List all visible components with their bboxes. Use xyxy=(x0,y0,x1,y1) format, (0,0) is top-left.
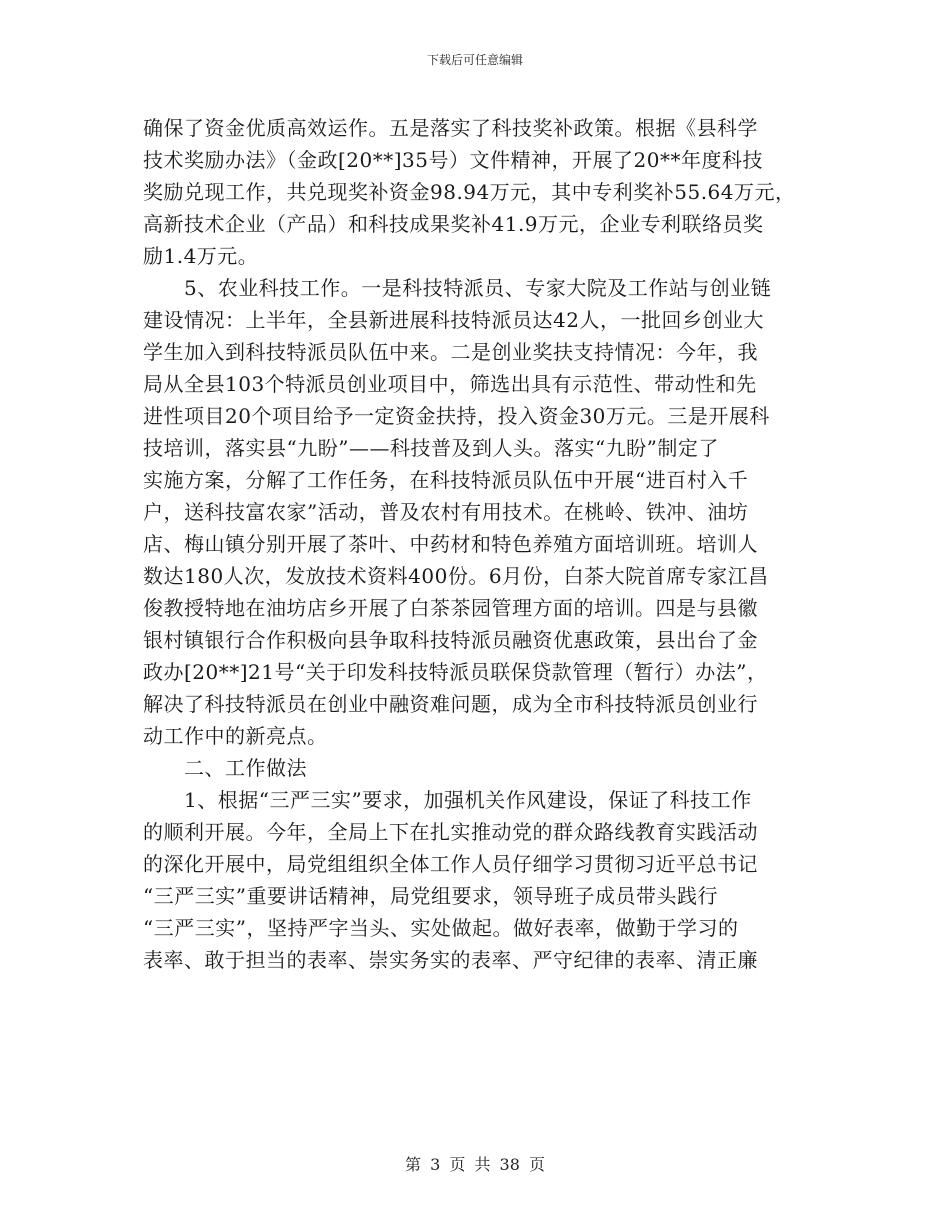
page-number: 第 3 页 共 38 页 xyxy=(405,1155,545,1174)
text-line: 局从全县103个特派员创业项目中，筛选出具有示范性、带动性和先 xyxy=(143,372,757,396)
text-line: 数达180人次，发放技术资料400份。6月份，白茶大院首席专家江昌 xyxy=(143,564,769,588)
text-line: 政办[20**]21号“关于印发科技特派员联保贷款管理（暂行）办法”， xyxy=(143,660,768,684)
text-line: 励1.4万元。 xyxy=(143,244,259,268)
text-line: 1、根据“三严三实”要求，加强机关作风建设，保证了科技工作 xyxy=(143,788,752,812)
text-line: 俊教授特地在油坊店乡开展了白茶茶园管理方面的培训。四是与县徽 xyxy=(143,596,758,620)
text-line: 解决了科技特派员在创业中融资难问题，成为全市科技特派员创业行 xyxy=(143,692,758,716)
text-line: 技培训，落实县“九盼”——科技普及到人头。落实“九盼”制定了 xyxy=(143,436,719,460)
text-line: 动工作中的新亮点。 xyxy=(143,724,328,748)
text-line: 奖励兑现工作，共兑现奖补资金98.94万元，其中专利奖补55.64万元， xyxy=(143,180,796,204)
text-line: 5、农业科技工作。一是科技特派员、专家大院及工作站与创业链 xyxy=(143,276,772,300)
text-line: 技术奖励办法》（金政[20**]35号）文件精神，开展了20**年度科技 xyxy=(143,148,763,172)
section-heading: 二、工作做法 xyxy=(143,756,307,780)
text-line: 确保了资金优质高效运作。五是落实了科技奖补政策。根据《县科学 xyxy=(143,116,758,140)
text-line: 的顺利开展。今年，全局上下在扎实推动党的群众路线教育实践活动 xyxy=(143,820,758,844)
text-line: 高新技术企业（产品）和科技成果奖补41.9万元，企业专利联络员奖 xyxy=(143,212,764,236)
text-line: 银村镇银行合作积极向县争取科技特派员融资优惠政策，县出台了金 xyxy=(143,628,758,652)
text-line: 店、梅山镇分别开展了茶叶、中药材和特色养殖方面培训班。培训人 xyxy=(143,532,758,556)
text-line: 表率、敢于担当的表率、崇实务实的表率、严守纪律的表率、清正廉 xyxy=(143,948,758,972)
text-line: “三严三实”，坚持严字当头、实处做起。做好表率，做勤于学习的 xyxy=(143,916,739,940)
page-header: 下载后可任意编辑 xyxy=(426,53,523,67)
document-body xyxy=(143,112,823,976)
text-line: 的深化开展中，局党组组织全体工作人员仔细学习贯彻习近平总书记 xyxy=(143,852,758,876)
text-line: 实施方案，分解了工作任务，在科技特派员队伍中开展“进百村入千 xyxy=(143,468,749,492)
text-line: 户，送科技富农家”活动，普及农村有用技术。在桃岭、铁冲、油坊 xyxy=(143,500,749,524)
text-line: 进性项目20个项目给予一定资金扶持，投入资金30万元。三是开展科 xyxy=(143,404,770,428)
text-line: 建设情况：上半年，全县新进展科技特派员达42人，一批回乡创业大 xyxy=(143,308,764,332)
text-line: “三严三实”重要讲话精神，局党组要求，领导班子成员带头践行 xyxy=(143,884,718,908)
text-line: 学生加入到科技特派员队伍中来。二是创业奖扶支持情况：今年，我 xyxy=(143,340,758,364)
